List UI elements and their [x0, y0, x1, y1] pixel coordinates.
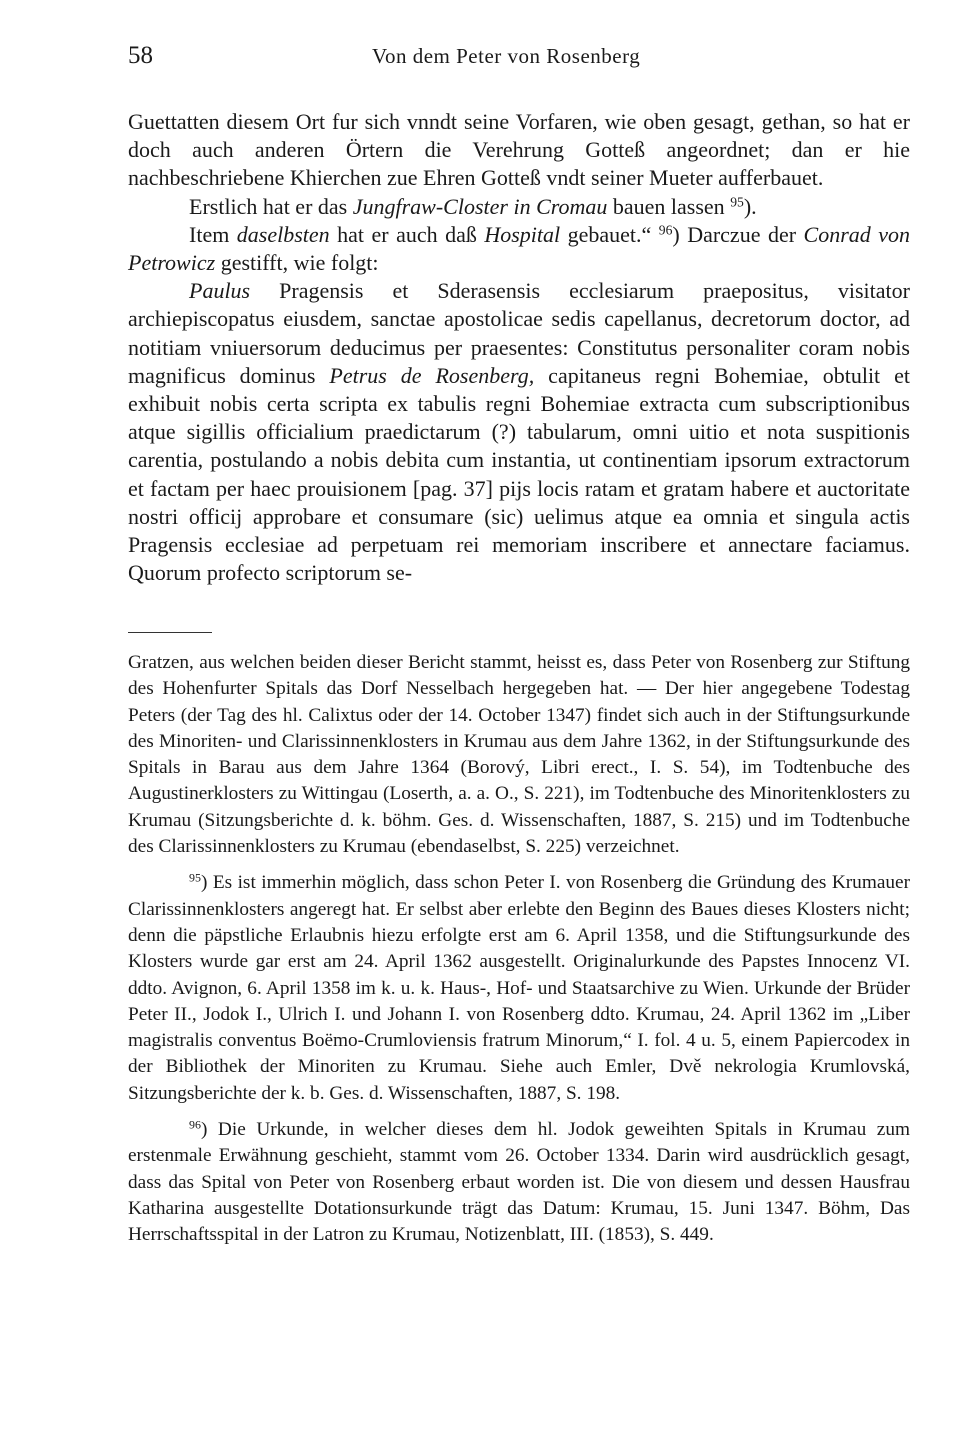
footnote-divider	[128, 632, 212, 633]
latin-charter-paragraph: Paulus Pragensis et Sderasensis ecclesiarum praepositus, visitator archiepiscopatus eiusdem, sanctae apostolicae sedis capellanus, decretorum doctor, ad notitiam vniuersorum deducimus per praesentes: Constitutus personaliter coram nobis magnificus dominus Petrus de Rosenberg, capitaneus regni Bohemiae, obtulit et exhibuit nobis certa scripta ex tabulis regni Bohemiae extracta cum subscriptionibus atque sigillis officialium praedictarum (?) tabularum, omni uitio et nota suspitionis carentia, postulando a nobis debita cum instantia, ut continentiam ipsorum extractorum et factam per haec prouisionem [pag. 37] pijs locis ratam et gratam habere et auctoritate nostri officij approbare et consumare (sic) uelimus atque ea omnia et singula actis Pragensis ecclesiae ad perpetuam rei memoriam inscribere et annectare faciamus. Quorum profecto scriptorum se-	[128, 278, 910, 586]
footnote-continuation: Gratzen, aus welchen beiden dieser Bericht stammt, heisst es, dass Peter von Rosenberg zur Stiftung des Hohenfurter Spitals das Dorf Nesselbach hergegeben hat. — Der hier angegebene Todestag Peters (der Tag des hl. Calixtus oder der 14. October 1347) findet sich auch in der Stiftungsurkunde des Minoriten- und Clarissinnenklosters in Krumau aus dem Jahre 1362, in der Stiftungsurkunde des Spitals in Barau aus dem Jahre 1364 (Borový, Libri erect., I. S. 54), im Todtenbuche des Augustinerklosters zu Wittingau (Loserth, a. a. O., S. 221), im Todtenbuche des Minoritenklosters zu Krumau (Sitzungsberichte d. k. böhm. Ges. d. Wissenschaften, 1887, S. 215) und im Todtenbuche des Clarissinnenklosters zu Krumau (ebendaselbst, S. 225) verzeichnet.	[128, 652, 910, 858]
italic-phrase: Petrus de Rosenberg,	[329, 362, 535, 388]
footnote-ref-95: 95	[730, 194, 744, 210]
italic-phrase: daselbsten	[236, 221, 330, 247]
page-number: 58	[128, 42, 153, 69]
italic-phrase: Paulus	[189, 278, 251, 304]
paragraph-2: Erstlich hat er das Jungfraw-Closter in Cromau bauen lassen $^{95}$).	[189, 193, 757, 219]
footnote-95: $^{95}$) Es ist immerhin möglich, dass schon Peter I. von Rosenberg die Gründung des Krumauer Clarissinnenklosters angeregt hat. Er selbst aber erlebte den Beginn des Baues dieses Klosters nicht; denn die päpstliche Erlaubnis hiezu erfolgte erst am 6. April 1358, und die Stiftungsurkunde des Klosters wurde gar erst am 24. April 1362 ausgestellt. Originalurkunde des Papstes Innocenz VI. ddto. Avignon, 6. April 1358 im k. u. k. Haus-, Hof- und Staatsarchive zu Wien. Urkunde der Brüder Peter II., Jodok I., Ulrich I. und Johann I. von Rosenberg ddto. Krumau, 24. April 1362 im „Liber magistralis conventus Boëmo-Crumloviensis fratrum Minorum,“ I. fol. 4 u. 5, einem Papiercodex in der Bibliothek der Minoriten zu Krumau. Siehe auch Emler, Dvě nekrologia Krumlovská, Sitzungsberichte der k. b. Ges. d. Wissenschaften, 1887, S. 198.	[128, 870, 910, 1104]
footnote-ref-96: 96	[658, 222, 673, 238]
italic-phrase: in Cromau	[513, 193, 608, 219]
running-head: Von dem Peter von Rosenberg	[372, 44, 641, 68]
main-text	[128, 108, 910, 587]
footnote-number: 95	[189, 870, 201, 885]
footnote-96: $^{96}$) Die Urkunde, in welcher dieses dem hl. Jodok geweihten Spitals in Krumau zum erstenmale Erwähnung geschieht, stammt vom 26. October 1334. Darin wird ausdrücklich gesagt, dass das Spital von Peter von Rosenberg erbaut worden ist. Die von diesem und dessen Hausfrau Katharina ausgestellte Dotationsurkunde trägt das Datum: Krumau, 15. Juni 1347. Böhm, Das Herrschaftsspital in der Latron zu Krumau, Notizenblatt, III. (1853), S. 449.	[128, 1117, 910, 1246]
paragraph-1: Guettatten diesem Ort fur sich vnndt seine Vorfaren, wie oben gesagt, gethan, so hat er doch auch anderen Örtern die Verehrung Gotteß angeordnet; dan er hie nachbeschriebene Khierchen zue Ehren Gotteß vndt seiner Mueter aufferbauet.	[128, 109, 910, 191]
page-header	[128, 42, 910, 78]
italic-phrase: Conrad von Petrowicz	[128, 221, 910, 276]
footnotes	[128, 650, 910, 1249]
italic-phrase: Hospital	[484, 221, 561, 247]
italic-phrase: Jungfraw-Closter	[352, 193, 508, 219]
paragraph-3: Item daselbsten hat er auch daß Hospital gebauet.“ $^{96}$) Darczue der Conrad von Petrowicz gestifft, wie folgt:	[128, 221, 910, 276]
footnote-number: 96	[189, 1117, 201, 1132]
